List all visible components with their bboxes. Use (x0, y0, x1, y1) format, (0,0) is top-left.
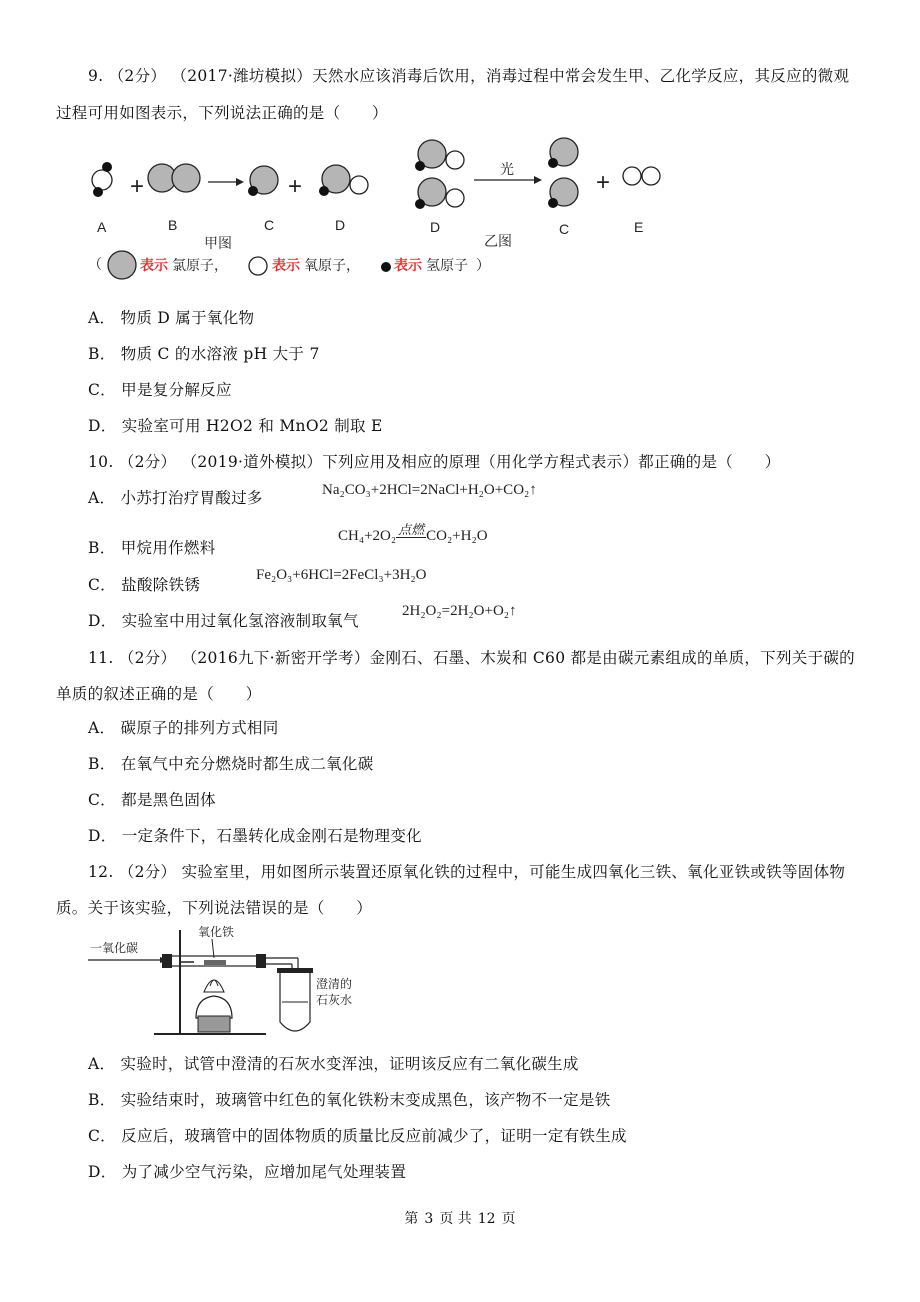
q10-option-b[interactable]: B． 甲烷用作燃料 (88, 539, 216, 557)
q12-option-a[interactable]: A． 实验时，试管中澄清的石灰水变浑浊，证明该反应有二氧化碳生成 (88, 1055, 579, 1073)
svg-text:（: （ (88, 256, 102, 272)
chlorine-atom (172, 164, 200, 192)
q12-option-c[interactable]: C． 反应后，玻璃管中的固体物质的质量比反应前减少了，证明一定有铁生成 (88, 1127, 627, 1145)
label-c: C (264, 217, 275, 233)
q12-option-b[interactable]: B． 实验结束时，玻璃管中红色的氧化铁粉末变成黑色，该产物不一定是铁 (88, 1091, 611, 1109)
q11-option-a[interactable]: A． 碳原子的排列方式相同 (88, 719, 279, 737)
q10-formula-a: Na₂CO₃+2HCl=2NaCl+H₂O+CO₂↑ (322, 482, 537, 498)
q11-stem-line2: 单质的叙述正确的是（ ） (56, 685, 262, 703)
q12-stem-line2: 质。关于该实验，下列说法错误的是（ ） (56, 899, 373, 917)
q10-formula-c: Fe₂O₃+6HCl=2FeCl₃+3H₂O (256, 567, 427, 583)
legend-word-3: 表示 (394, 257, 422, 273)
light-label: 光 (500, 161, 514, 177)
oxygen-atom (92, 170, 112, 190)
svg-text:+: + (288, 173, 303, 200)
q10-stem-line1: 10. （2分） （2019·道外模拟）下列应用及相应的原理（用化学方程式表示）都正确的是（ ） (88, 453, 781, 471)
label-limewater-2: 石灰水 (316, 993, 353, 1007)
svg-text:+: + (596, 169, 611, 196)
current-page: 3 (424, 1211, 434, 1227)
label-c2: C (559, 221, 570, 237)
legend-h: 氢原子 (426, 257, 468, 273)
q12-stem-line1: 12. （2分） 实验室里，用如图所示装置还原氧化铁的过程中，可能生成四氧化三铁、氧化亚铁或铁等固体物 (88, 863, 846, 881)
page-footer: 第 3 页 共 12 页 (404, 1211, 516, 1227)
svg-text:+: + (130, 173, 145, 200)
q9-stem-line2: 过程可用如图表示，下列说法正确的是（ ） (56, 104, 388, 122)
q9-option-a[interactable]: A． 物质 D 属于氧化物 (88, 309, 255, 327)
hydrogen-atom (93, 187, 103, 197)
q10-option-d[interactable]: D． 实验室中用过氧化氢溶液制取氧气 (88, 612, 359, 630)
caption-jia: 甲图 (204, 235, 232, 251)
legend-cl: 氯原子， (172, 257, 228, 273)
q10-formula-b: CH₄+2O₂ 点燃 CO₂+H₂O (338, 522, 488, 544)
caption-yi: 乙图 (484, 233, 512, 249)
svg-text:）: ） (476, 257, 490, 273)
q12-option-d[interactable]: D． 为了减少空气污染，应增加尾气处理装置 (88, 1163, 407, 1181)
label-d: D (335, 217, 346, 233)
hydrogen-atom (102, 162, 112, 172)
q11-option-c[interactable]: C． 都是黑色固体 (88, 791, 216, 809)
q11-option-d[interactable]: D． 一定条件下，石墨转化成金刚石是物理变化 (88, 827, 422, 845)
total-pages: 12 (477, 1211, 496, 1227)
hydrogen-atom (248, 186, 258, 196)
label-a: A (97, 219, 107, 235)
q10-option-c[interactable]: C． 盐酸除铁锈 (88, 576, 201, 594)
q9-option-b[interactable]: B． 物质 C 的水溶液 pH 大于 7 (88, 345, 320, 363)
q11-stem-line1: 11. （2分） （2016九下·新密开学考）金刚石、石墨、木炭和 C60 都是由碳元素组成的单质，下列关于碳的 (88, 649, 855, 667)
q10-formula-d: 2H₂O₂=2H₂O+O₂↑ (402, 603, 517, 619)
hydrogen-atom (319, 186, 329, 196)
label-limewater-1: 澄清的 (316, 977, 353, 991)
q11-option-b[interactable]: B． 在氧气中充分燃烧时都生成二氧化碳 (88, 755, 374, 773)
oxygen-atom (350, 176, 368, 194)
legend-o: 氧原子， (304, 257, 360, 273)
q9-stem-line1: 9. （2分） （2017·潍坊模拟）天然水应该消毒后饮用，消毒过程中常会发生甲、乙化学反应，其反应的微观 (88, 67, 850, 85)
label-d2: D (430, 219, 441, 235)
label-b: B (168, 217, 178, 233)
legend-word-1: 表示 (140, 257, 168, 273)
q10-option-a[interactable]: A． 小苏打治疗胃酸过多 (88, 489, 263, 507)
label-e: E (634, 219, 644, 235)
q9-option-c[interactable]: C． 甲是复分解反应 (88, 381, 232, 399)
label-co: 一氧化碳 (90, 941, 139, 955)
label-fe2o3: 氧化铁 (198, 925, 235, 939)
q9-molecule-diagram (80, 132, 720, 286)
q12-apparatus-diagram (84, 922, 354, 1046)
legend-word-2: 表示 (272, 257, 300, 273)
condition-ignite: 点燃 (398, 522, 425, 537)
q9-option-d[interactable]: D． 实验室可用 H2O2 和 MnO2 制取 E (88, 417, 383, 435)
